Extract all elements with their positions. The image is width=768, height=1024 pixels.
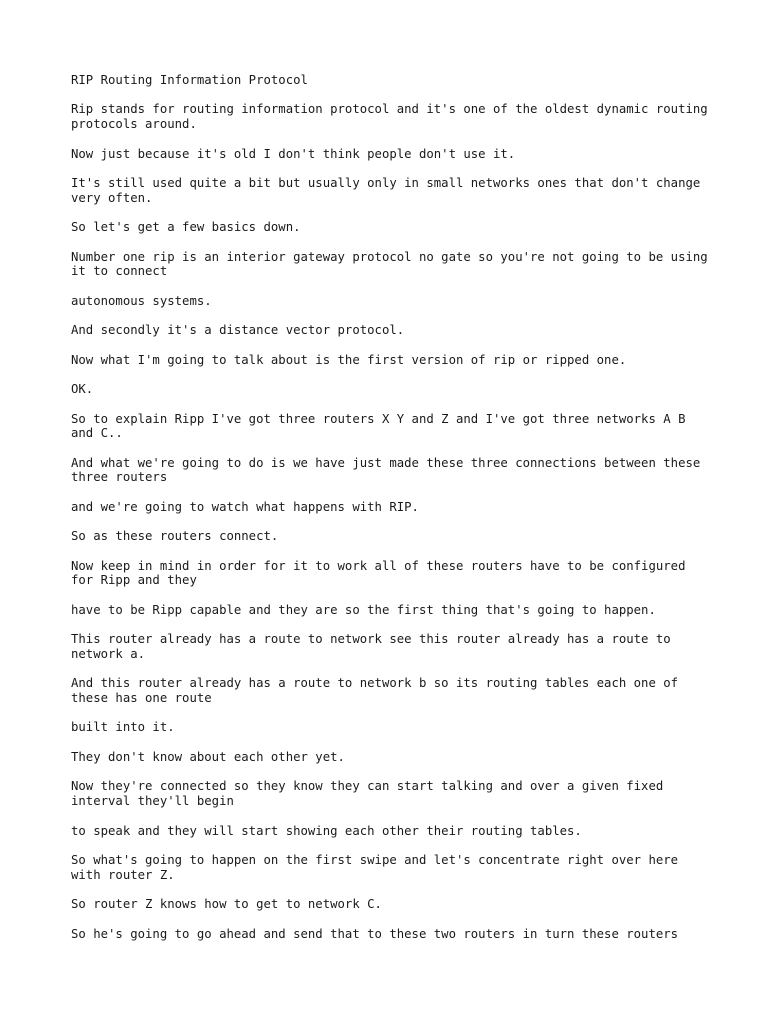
document-page (71, 73, 711, 956)
paragraph-4: So let's get a few basics down. (71, 220, 301, 235)
paragraph-8: Now what I'm going to talk about is the first version of rip or ripped one. (71, 352, 627, 367)
paragraph-14: Now keep in mind in order for it to work all of these routers have to be configured for Ripp and they (71, 558, 686, 588)
paragraph-13: So as these routers connect. (71, 529, 279, 544)
paragraph-19: They don't know about each other yet. (71, 749, 345, 764)
paragraph-18: built into it. (71, 720, 175, 735)
paragraph-10: So to explain Ripp I've got three routers X Y and Z and I've got three networks A B and C.. (71, 411, 686, 441)
paragraph-15: have to be Ripp capable and they are so the first thing that's going to happen. (71, 602, 656, 617)
paragraph-16: This router already has a route to network see this router already has a route to network a. (71, 632, 671, 661)
paragraph-17: And this router already has a route to network b so its routing tables each one of these has one route (71, 676, 679, 705)
paragraph-11: And what we're going to do is we have just made these three connections between these three routers (71, 455, 701, 485)
paragraph-12: and we're going to watch what happens with RIP. (71, 499, 419, 514)
paragraph-24: So he's going to go ahead and send that to these two routers in turn these routers (71, 926, 679, 941)
document-title: RIP Routing Information Protocol (71, 73, 308, 87)
paragraph-5: Number one rip is an interior gateway protocol no gate so you're not going to be using it to connect (71, 249, 708, 279)
paragraph-2: Now just because it's old I don't think people don't use it. (71, 146, 516, 161)
paragraph-6: autonomous systems. (71, 293, 212, 308)
paragraph-7: And secondly it's a distance vector protocol. (71, 323, 405, 338)
paragraph-20: Now they're connected so they know they can start talking and over a given fixed interval they'll begin (71, 779, 664, 809)
paragraph-21: to speak and they will start showing each other their routing tables. (71, 823, 582, 838)
paragraph-22: So what's going to happen on the first swipe and let's concentrate right over here with router Z. (71, 853, 679, 882)
paragraph-23: So router Z knows how to get to network C. (71, 897, 382, 912)
paragraph-9: OK. (71, 382, 94, 397)
paragraph-1: Rip stands for routing information protocol and it's one of the oldest dynamic routing protocols around. (71, 102, 708, 132)
paragraph-3: It's still used quite a bit but usually only in small networks ones that don't change very often. (71, 176, 701, 205)
